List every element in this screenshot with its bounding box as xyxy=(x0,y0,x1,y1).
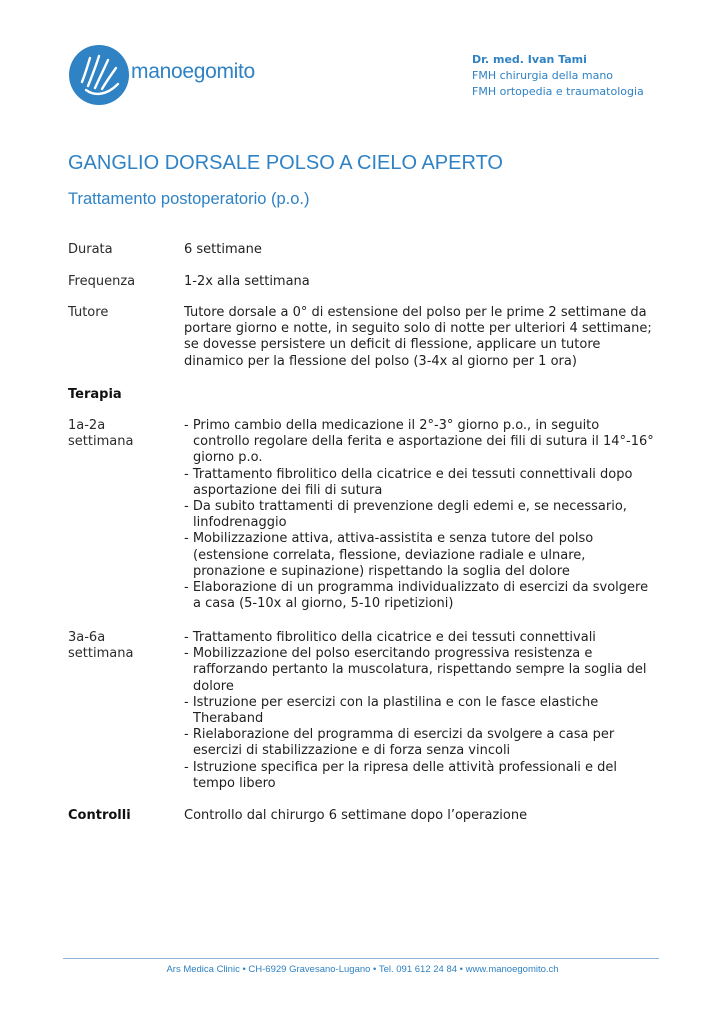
field-value: Tutore dorsale a 0° di estensione del polso per le prime 2 settimane da portare giorno e notte, in seguito solo di notte per ulteriori 4 settimane; se dovesse persistere un deficit di flessione, applicare un tutore dinamico per la flessione del polso (3-4x al giorno per 1 ora) xyxy=(184,305,652,369)
footer-divider xyxy=(63,958,659,959)
list-item: - Istruzione specifica per la ripresa delle attività professionali e del tempo libero xyxy=(184,759,618,791)
list-item: - Mobilizzazione attiva, attiva-assistita e senza tutore del polso (estensione correlata, flessione, deviazione radiale e ulnare, pronazione e supinazione) rispettando la soglia del dolore xyxy=(184,531,594,579)
brand-logo xyxy=(68,44,258,106)
list-item: - Istruzione per esercizi con la plastilina e con le fasce elastiche Theraband xyxy=(184,694,599,727)
doctor-info xyxy=(472,52,644,100)
phase-label xyxy=(68,630,178,662)
hand-logo-icon xyxy=(68,44,130,106)
phase-label-line1: 3a-6a xyxy=(68,630,106,645)
document-title: GANGLIO DORSALE POLSO A CIELO APERTO xyxy=(68,152,503,174)
phase-label-line2: settimana xyxy=(68,646,134,662)
list-item: - Elaborazione di un programma individualizzato di esercizi da svolgere a casa (5-10x al giorno, 5-10 ripetizioni) xyxy=(184,580,649,612)
field-label: Frequenza xyxy=(68,274,136,289)
list-item: - Rielaborazione del programma di esercizi da svolgere a casa per esercizi di stabilizzazione e di forza senza vincoli xyxy=(184,727,615,759)
field-label: Tutore xyxy=(68,305,109,320)
phase-items xyxy=(184,418,654,612)
phase-label-line2: settimana xyxy=(68,434,134,450)
phase-label-line1: 1a-2a xyxy=(68,418,106,433)
doctor-specialty-2: FMH ortopedia e traumatologia xyxy=(472,85,644,98)
list-item: - Da subito trattamenti di prevenzione degli edemi e, se necessario, linfodrenaggio xyxy=(184,499,627,531)
doctor-specialty-1: FMH chirurgia della mano xyxy=(472,69,614,82)
field-value: 6 settimane xyxy=(184,242,262,257)
therapy-heading: Terapia xyxy=(68,387,122,402)
field-label: Durata xyxy=(68,242,113,257)
list-item: - Mobilizzazione del polso esercitando progressiva resistenza e rafforzando pertanto la muscolatura, rispettando sempre la soglia del dolore xyxy=(184,646,647,694)
list-item: - Trattamento fibrolitico della cicatrice e dei tessuti connettivali dopo asportazione dei fili di sutura xyxy=(184,466,633,498)
list-item: - Trattamento fibrolitico della cicatrice e dei tessuti connettivali xyxy=(184,630,596,645)
doctor-name: Dr. med. Ivan Tami xyxy=(472,53,587,66)
document-subtitle: Trattamento postoperatorio (p.o.) xyxy=(68,190,310,208)
footer-contact: Ars Medica Clinic • CH-6929 Gravesano-Lugano • Tel. 091 612 24 84 • www.manoegomito.ch xyxy=(166,964,559,975)
field-label: Controlli xyxy=(68,808,131,823)
list-item: - Primo cambio della medicazione il 2°-3° giorno p.o., in seguito controllo regolare della ferita e asportazione dei fili di sutura il 14°-16° giorno p.o. xyxy=(184,418,654,466)
phase-items xyxy=(184,630,654,792)
brand-name: manoegomito xyxy=(131,60,255,83)
field-value: Controllo dal chirurgo 6 settimane dopo l’operazione xyxy=(184,808,528,823)
field-value: 1-2x alla settimana xyxy=(184,274,310,289)
phase-label xyxy=(68,418,178,450)
